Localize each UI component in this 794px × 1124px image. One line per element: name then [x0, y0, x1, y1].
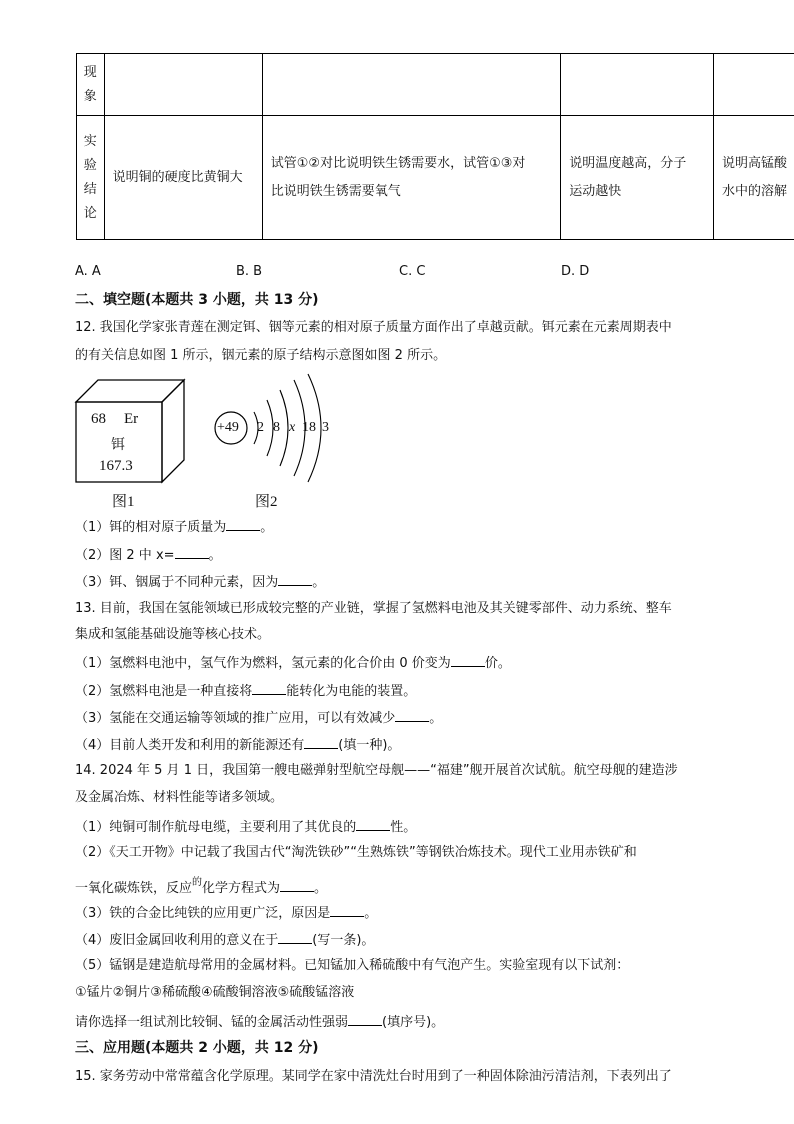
- answer-blank[interactable]: [252, 682, 286, 695]
- shell-electrons: 8: [273, 420, 280, 435]
- q14-sub5-line1: （5）锰钢是建造航母常用的金属材料。已知锰加入稀硫酸中有气泡产生。实验室现有以下试剂：: [75, 958, 630, 973]
- q14-sub4: （4）废旧金属回收利用的意义在于 (写一条)。: [75, 933, 375, 948]
- q14-sub1: （1）纯铜可制作航母电缆，主要利用了其优良的 性。: [75, 820, 417, 835]
- fig2-caption: 图2: [255, 494, 278, 510]
- q12-text: 的有关信息如图 1 所示，铟元素的原子结构示意图如图 2 所示。: [75, 348, 447, 363]
- element-card-figure: [74, 376, 194, 486]
- answer-blank[interactable]: [280, 879, 314, 892]
- shell-electrons: 18: [302, 420, 316, 435]
- table-cell: [561, 54, 714, 116]
- shell-electrons: 2: [257, 420, 264, 435]
- conclusion-d: 说明高锰酸 水中的溶解: [714, 116, 794, 240]
- table-cell: [262, 54, 560, 116]
- experiment-table: [76, 53, 794, 240]
- q13-sub2: （2）氢燃料电池是一种直接将 能转化为电能的装置。: [75, 684, 417, 699]
- q14-sub2-line2: 一氧化碳炼铁，反应$^的$化学方程式为 。: [75, 877, 328, 896]
- q14-text: 及金属冶炼、材料性能等诸多领域。: [75, 790, 284, 805]
- header-char: 现: [83, 64, 97, 80]
- option-a[interactable]: A. A: [75, 264, 101, 279]
- conclusion-c: 说明温度越高，分子 运动越快: [561, 116, 714, 240]
- option-c[interactable]: C. C: [399, 264, 426, 279]
- table-header-phenomenon: [77, 54, 105, 116]
- q13-text: 集成和氢能基础设施等核心技术。: [75, 627, 271, 642]
- answer-blank[interactable]: [278, 931, 312, 944]
- header-char: 象: [83, 88, 97, 104]
- atomic-number: 68: [91, 411, 106, 427]
- atomic-mass: 167.3: [99, 458, 133, 474]
- answer-blank[interactable]: [175, 546, 209, 559]
- answer-blank[interactable]: [226, 518, 260, 531]
- q14-sub5-line2: ①锰片②铜片③稀硫酸④硫酸铜溶液⑤硫酸锰溶液: [75, 985, 355, 1000]
- shell-electrons: 3: [322, 420, 329, 435]
- answer-blank[interactable]: [278, 573, 312, 586]
- element-symbol: Er: [124, 411, 139, 427]
- conclusion-b: 试管①②对比说明铁生锈需要水，试管①③对 比说明铁生锈需要氧气: [262, 116, 560, 240]
- header-char: 验: [83, 157, 97, 173]
- header-char: 结: [83, 181, 97, 197]
- fig1-caption: 图1: [112, 494, 135, 510]
- table-header-conclusion: [77, 116, 105, 240]
- table-cell: [104, 54, 262, 116]
- answer-blank[interactable]: [348, 1013, 382, 1026]
- q12-sub3: （3）铒、铟属于不同种元素，因为 。: [75, 575, 326, 590]
- header-char: 实: [83, 133, 97, 149]
- q14-sub5-line3: 请你选择一组试剂比较铜、锰的金属活动性强弱 (填序号)。: [75, 1015, 445, 1030]
- answer-blank[interactable]: [356, 818, 390, 831]
- answer-blank[interactable]: [304, 736, 338, 749]
- option-d[interactable]: D. D: [561, 264, 590, 279]
- element-name: 铒: [111, 437, 125, 453]
- q13-sub1: （1）氢燃料电池中，氢气作为燃料，氢元素的化合价由 0 价变为 价。: [75, 656, 511, 671]
- q13-sub4: （4）目前人类开发和利用的新能源还有 (填一种)。: [75, 738, 401, 753]
- q14-text: 14. 2024 年 5 月 1 日，我国第一艘电磁弹射型航空母舰——“福建”舰开展首次试航。航空母舰的建造涉: [75, 763, 678, 778]
- section-title: 三、应用题(本题共 2 小题，共 12 分): [75, 1040, 319, 1056]
- header-char: 论: [83, 205, 97, 221]
- q13-text: 13. 目前，我国在氢能领域已形成较完整的产业链，掌握了氢燃料电池及其关键零部件、动力系统、整车: [75, 601, 672, 616]
- table-cell: [714, 54, 794, 116]
- q14-sub3: （3）铁的合金比纯铁的应用更广泛，原因是 。: [75, 906, 378, 921]
- q13-sub3: （3）氢能在交通运输等领域的推广应用，可以有效减少 。: [75, 711, 443, 726]
- answer-blank[interactable]: [451, 654, 485, 667]
- q14-sub2-line1: （2）《天工开物》中记载了我国古代“淘洗铁砂”“生熟炼铁”等钢铁冶炼技术。现代工业用赤铁矿和: [75, 845, 637, 860]
- q12-text: 12. 我国化学家张青莲在测定铒、铟等元素的相对原子质量方面作出了卓越贡献。铒元素在元素周期表中: [75, 320, 672, 335]
- answer-blank[interactable]: [395, 709, 429, 722]
- answer-blank[interactable]: [330, 904, 364, 917]
- nucleus-charge: +49: [217, 420, 239, 435]
- q12-sub2: （2）图 2 中 x= 。: [75, 548, 222, 563]
- q12-sub1: （1）铒的相对原子质量为 。: [75, 520, 274, 535]
- conclusion-a: 说明铜的硬度比黄铜大: [104, 116, 262, 240]
- q15-text: 15. 家务劳动中常常蕴含化学原理。某同学在家中清洗灶台时用到了一种固体除油污清洁剂，下表列出了: [75, 1069, 672, 1084]
- section-title: 二、填空题(本题共 3 小题，共 13 分): [75, 292, 319, 308]
- shell-electrons: x: [289, 420, 296, 435]
- option-b[interactable]: B. B: [236, 264, 263, 279]
